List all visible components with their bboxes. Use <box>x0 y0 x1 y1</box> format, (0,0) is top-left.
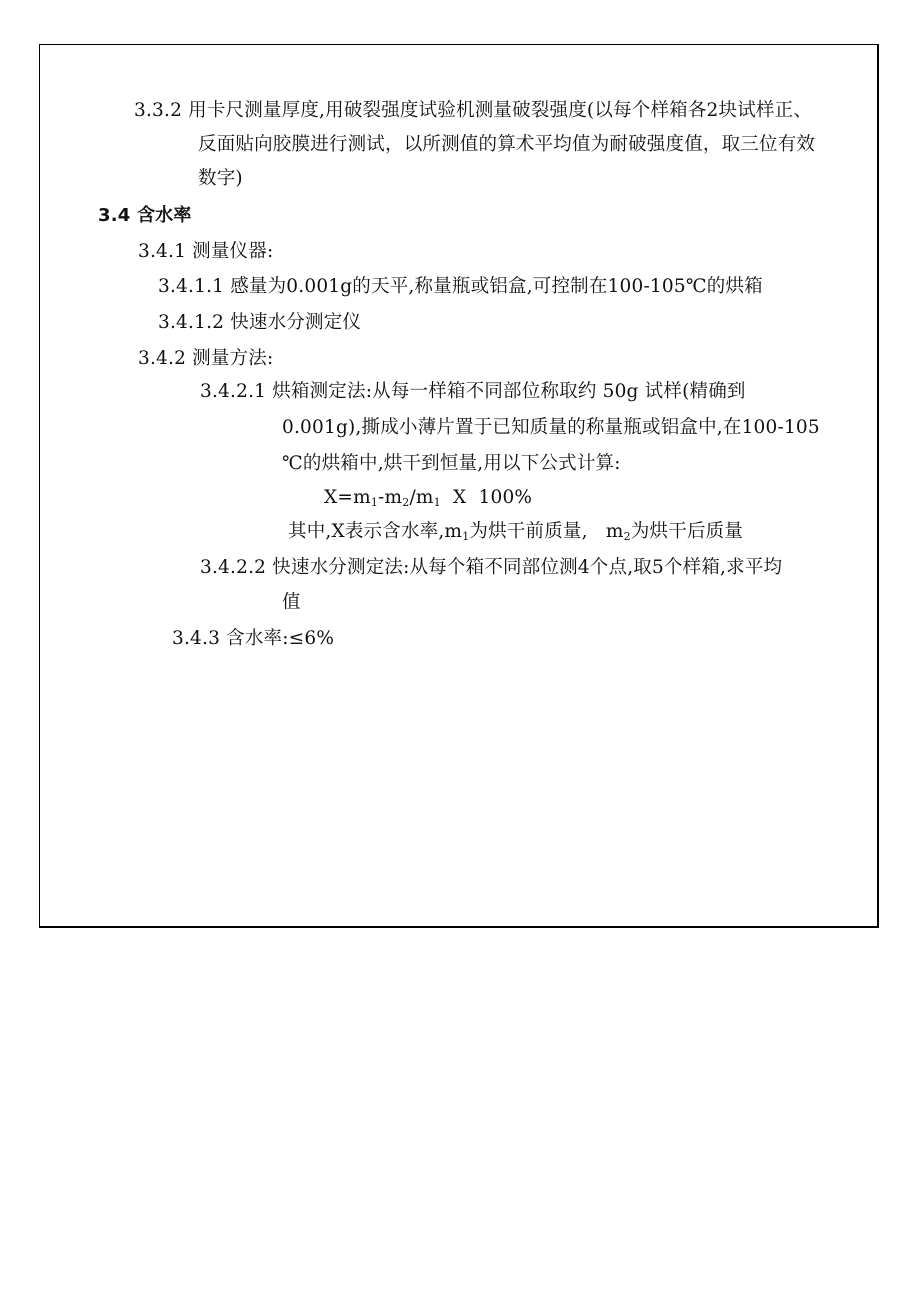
section-3-4-2: 3.4.2 测量方法: <box>138 348 274 369</box>
section-3-4-2-1-line-2: 0.001g),撕成小薄片置于已知质量的称量瓶或铝盒中,在100-105 <box>282 417 820 438</box>
section-3-4-2-2-line-1: 3.4.2.2 快速水分测定法:从每个箱不同部位测4个点,取5个样箱,求平均 <box>200 557 783 578</box>
section-3-4-2-2-line-2: 值 <box>282 592 301 613</box>
formula-explanation: 其中,X表示含水率$,m_1$为烘干前质量, $m_2$为烘干后质量 <box>288 521 744 543</box>
section-3-3-2-line-1: 3.3.2 用卡尺测量厚度,用破裂强度试验机测量破裂强度(以每个样箱各2块试样正、 <box>134 100 813 121</box>
section-3-4-1: 3.4.1 测量仪器: <box>138 241 274 262</box>
section-3-3-2-line-2: 反面贴向胶膜进行测试，以所测值的算术平均值为耐破强度值，取三位有效 <box>198 134 816 155</box>
section-3-4-1-1: 3.4.1.1 感量为0.001g的天平,称量瓶或铝盒,可控制在100-105℃的烘箱 <box>158 276 763 297</box>
section-3-3-2-line-3: 数字) <box>198 168 243 189</box>
moisture-formula: $X=m_1-m_2/m_1$ X 100% <box>324 487 533 509</box>
section-3-4-2-1-line-1: 3.4.2.1 烘箱测定法:从每一样箱不同部位称取约 50g 试样(精确到 <box>200 381 746 402</box>
section-3-4-1-2: 3.4.1.2 快速水分测定仪 <box>158 312 362 333</box>
section-3-4-2-1-line-3: ℃的烘箱中,烘干到恒量,用以下公式计算: <box>282 453 621 474</box>
section-3-4-heading: 3.4 含水率 <box>98 205 192 226</box>
section-3-4-3: 3.4.3 含水率:≤6% <box>172 628 335 649</box>
